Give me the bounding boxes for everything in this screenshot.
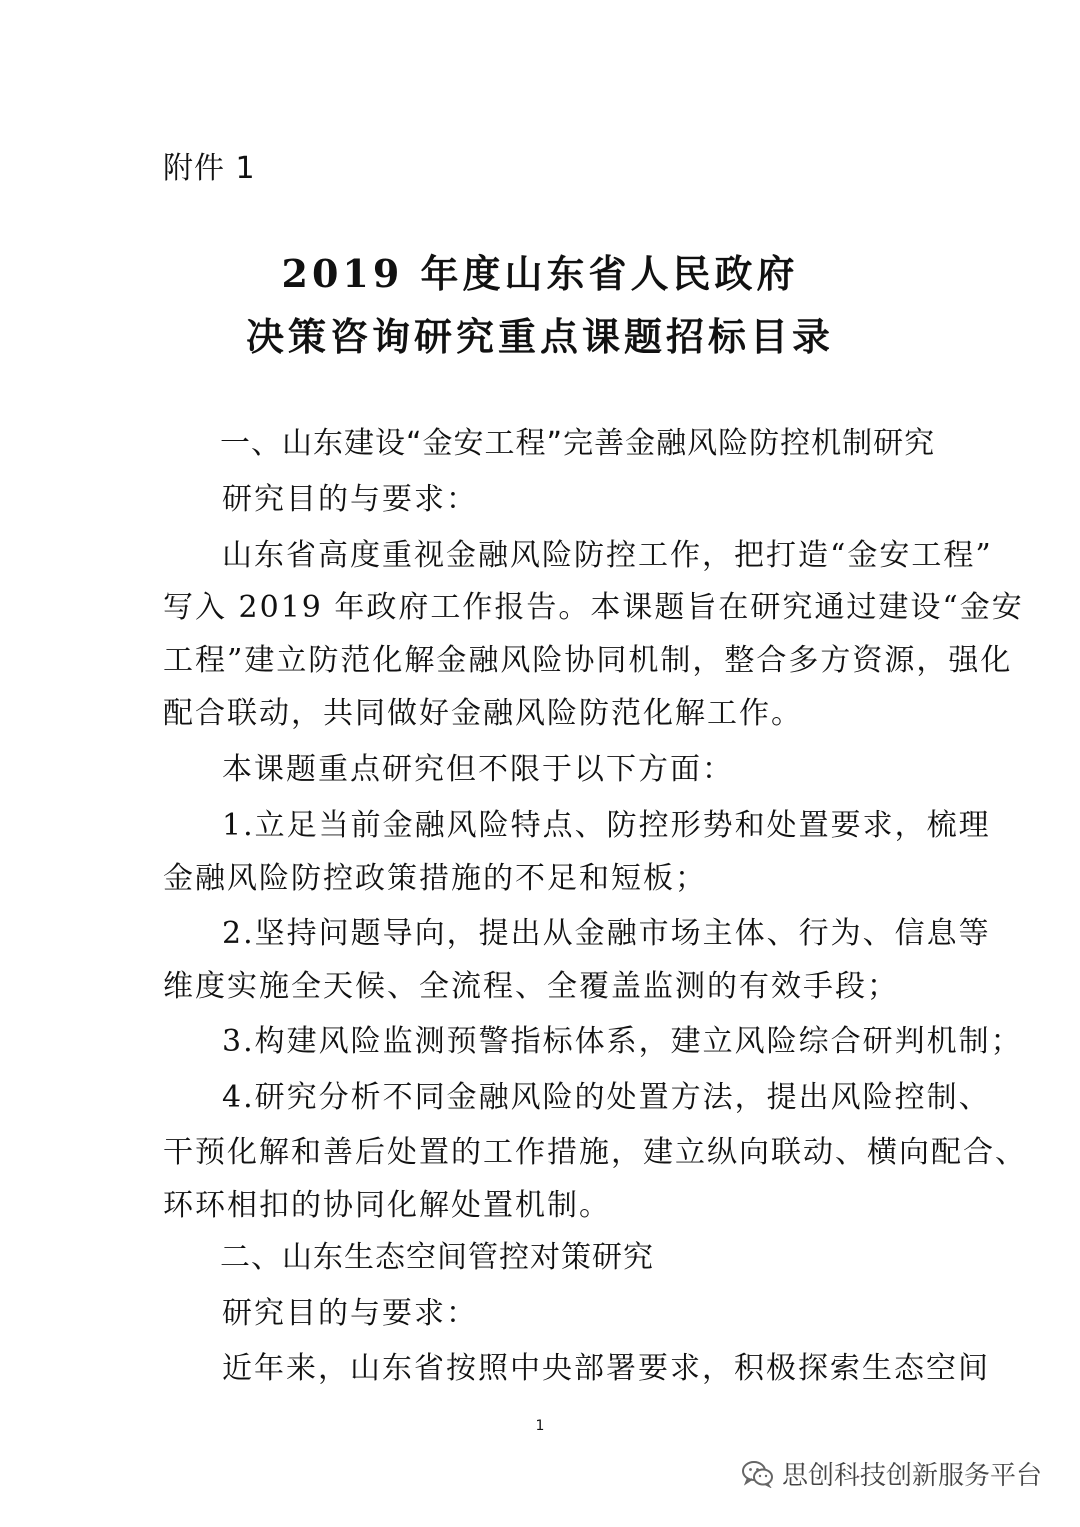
section-heading-2: 二、山东生态空间管控对策研究 bbox=[220, 1240, 654, 1275]
list-item-line: 环环相扣的协同化解处置机制。 bbox=[163, 1188, 611, 1223]
watermark-text: 思创科技创新服务平台 bbox=[781, 1461, 1042, 1491]
section-heading-1: 一、山东建设“金安工程”完善金融风险防控机制研究 bbox=[220, 426, 936, 461]
list-item-line: 3.构建风险监测预警指标体系，建立风险综合研判机制； bbox=[222, 1024, 1023, 1059]
page-number: 1 bbox=[535, 1418, 545, 1434]
document-title-line-1: 2019 年度山东省人民政府 bbox=[281, 251, 799, 296]
paragraph-line: 写入 2019 年政府工作报告。本课题旨在研究通过建设“金安 bbox=[163, 590, 1024, 625]
section-2-subheading: 研究目的与要求： bbox=[222, 1296, 478, 1331]
list-item-line: 干预化解和善后处置的工作措施，建立纵向联动、横向配合、 bbox=[163, 1135, 1027, 1170]
list-item-line: 4.研究分析不同金融风险的处置方法，提出风险控制、 bbox=[222, 1080, 991, 1115]
paragraph-line: 山东省高度重视金融风险防控工作，把打造“金安工程” bbox=[222, 538, 993, 573]
wechat-icon bbox=[742, 1460, 774, 1488]
paragraph-line: 配合联动，共同做好金融风险防范化解工作。 bbox=[163, 696, 803, 731]
paragraph-line: 工程”建立防范化解金融风险协同机制，整合多方资源，强化 bbox=[163, 643, 1013, 678]
paragraph-line: 本课题重点研究但不限于以下方面： bbox=[222, 752, 734, 787]
list-item-line: 金融风险防控政策措施的不足和短板； bbox=[163, 861, 707, 896]
list-item-line: 1.立足当前金融风险特点、防控形势和处置要求，梳理 bbox=[222, 808, 991, 843]
watermark bbox=[742, 1455, 1042, 1492]
list-item-line: 2.坚持问题导向，提出从金融市场主体、行为、信息等 bbox=[222, 916, 991, 951]
section-1-subheading: 研究目的与要求： bbox=[222, 482, 478, 517]
document-title-line-2: 决策咨询研究重点课题招标目录 bbox=[245, 314, 834, 359]
list-item-line: 维度实施全天候、全流程、全覆盖监测的有效手段； bbox=[163, 969, 899, 1004]
attachment-label: 附件 1 bbox=[163, 151, 256, 186]
paragraph-line: 近年来，山东省按照中央部署要求，积极探索生态空间 bbox=[222, 1351, 990, 1386]
